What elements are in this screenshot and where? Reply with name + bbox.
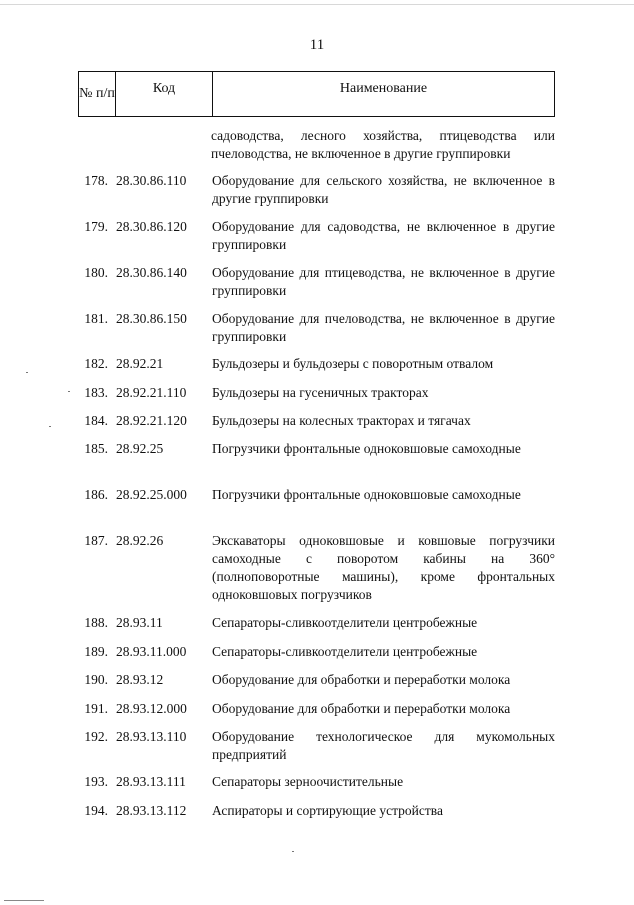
row-code: 28.93.11 [116, 615, 163, 630]
row-code: 28.30.86.140 [116, 265, 187, 280]
row-name: Оборудование для садоводства, не включенное в другие группировки [212, 219, 555, 252]
scan-speck [49, 426, 51, 427]
row-name: Бульдозеры на колесных тракторах и тягачах [212, 413, 471, 428]
row-name: Оборудование для птицеводства, не включенное в другие группировки [212, 265, 555, 298]
row-code: 28.30.86.150 [116, 311, 187, 326]
row-number: 183. [84, 385, 108, 400]
row-code: 28.93.11.000 [116, 644, 187, 659]
row-name: Погрузчики фронтальные одноковшовые самоходные [212, 441, 521, 456]
row-name: Оборудование для пчеловодства, не включенное в другие группировки [212, 311, 555, 344]
row-name: Аспираторы и сортирующие устройства [212, 803, 443, 818]
continuation-text: садоводства, лесного хозяйства, птицеводства или пчеловодства, не включенное в другие группировки [211, 128, 555, 161]
row-number: 190. [84, 672, 108, 687]
row-number: 182. [84, 356, 108, 371]
row-name: Бульдозеры и бульдозеры с поворотным отвалом [212, 356, 494, 371]
row-name: Экскаваторы одноковшовые и ковшовые погрузчики самоходные с поворотом кабины на 360° (полноповоротные машины), кроме фронтальных одноковшовых погрузчиков [212, 533, 555, 602]
row-code: 28.92.25.000 [116, 487, 187, 502]
row-number: 194. [84, 803, 108, 818]
row-name: Погрузчики фронтальные одноковшовые самоходные [212, 487, 521, 502]
row-number: 184. [84, 413, 108, 428]
row-number: 188. [84, 615, 108, 630]
row-code: 28.92.21.120 [116, 413, 187, 428]
row-number: 181. [84, 311, 108, 326]
row-number: 186. [84, 487, 108, 502]
row-code: 28.92.21 [116, 356, 164, 371]
scan-top-edge [0, 4, 634, 5]
row-name: Оборудование для обработки и переработки молока [212, 672, 511, 687]
row-code: 28.93.12 [116, 672, 164, 687]
row-code: 28.30.86.120 [116, 219, 187, 234]
row-code: 28.93.13.112 [116, 803, 187, 818]
row-code: 28.30.86.110 [116, 173, 187, 188]
row-number: 191. [84, 701, 108, 716]
header-name: Наименование [339, 81, 428, 96]
row-code: 28.93.12.000 [116, 701, 187, 716]
scan-speck [26, 372, 28, 373]
row-name: Сепараторы-сливкоотделители центробежные [212, 644, 478, 659]
row-code: 28.93.13.110 [116, 729, 187, 744]
row-code: 28.92.21.110 [116, 385, 187, 400]
row-code: 28.92.25 [116, 441, 164, 456]
page-number: 11 [309, 37, 325, 53]
row-number: 178. [84, 173, 108, 188]
row-name: Сепараторы зерноочистительные [212, 774, 404, 789]
row-name: Сепараторы-сливкоотделители центробежные [212, 615, 478, 630]
row-name: Оборудование для обработки и переработки молока [212, 701, 511, 716]
scan-bottom-edge [4, 900, 44, 901]
row-number: 189. [84, 644, 108, 659]
row-number: 185. [84, 441, 108, 456]
header-num: № п/п [79, 86, 115, 101]
scan-speck [292, 851, 294, 852]
row-number: 193. [84, 774, 108, 789]
row-name: Оборудование для сельского хозяйства, не включенное в другие группировки [212, 173, 555, 206]
row-number: 192. [84, 729, 108, 744]
scan-speck [68, 391, 70, 392]
row-code: 28.92.26 [116, 533, 164, 548]
table-header [78, 71, 555, 117]
row-number: 179. [84, 219, 108, 234]
row-number: 187. [84, 533, 108, 548]
row-number: 180. [84, 265, 108, 280]
row-name: Оборудование технологическое для мукомольных предприятий [212, 729, 555, 762]
row-name: Бульдозеры на гусеничных тракторах [212, 385, 429, 400]
row-code: 28.93.13.111 [116, 774, 186, 789]
header-code: Код [152, 81, 176, 96]
